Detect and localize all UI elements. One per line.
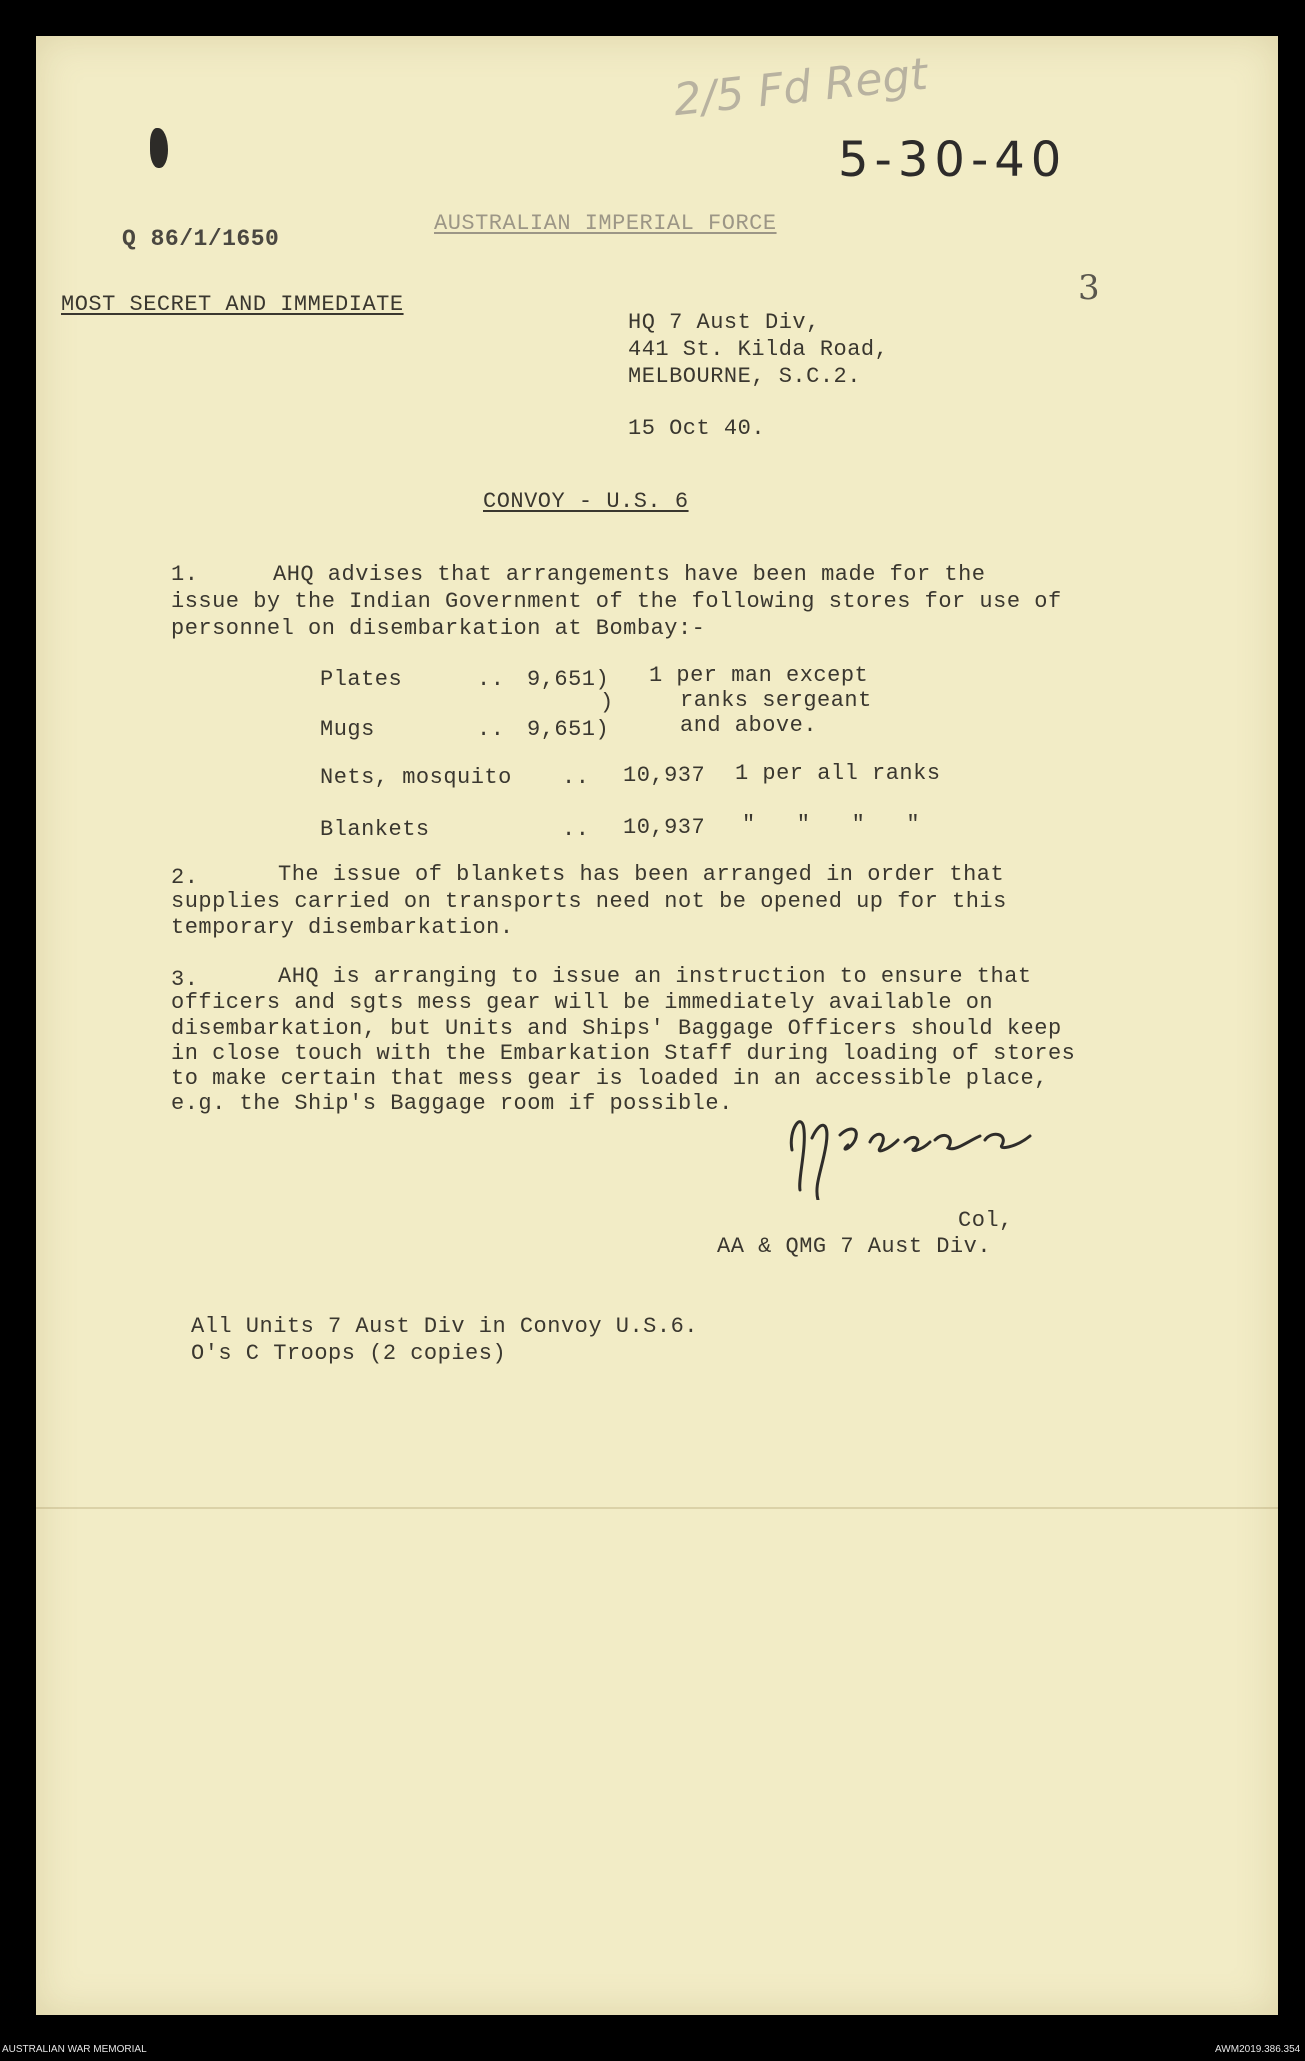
para-2-line: supplies carried on transports need not be opened up for this xyxy=(171,889,1007,914)
store-note: 1 per all ranks xyxy=(735,761,941,786)
footer-archive-name: AUSTRALIAN WAR MEMORIAL xyxy=(2,2044,147,2055)
store-qty-nets: 10,937 xyxy=(623,763,706,788)
para-3-number: 3. xyxy=(171,967,199,992)
store-dots: .. xyxy=(477,717,505,742)
distribution-line: All Units 7 Aust Div in Convoy U.S.6. xyxy=(191,1314,698,1339)
store-dots: .. xyxy=(562,817,590,842)
organisation-title: AUSTRALIAN IMPERIAL FORCE xyxy=(434,211,777,236)
para-1-line: personnel on disembarkation at Bombay:- xyxy=(171,616,706,641)
store-note: and above. xyxy=(680,713,818,738)
store-dots: .. xyxy=(477,667,505,692)
store-dots: .. xyxy=(562,765,590,790)
classification-label: MOST SECRET AND IMMEDIATE xyxy=(61,292,404,317)
fold-line xyxy=(36,1507,1278,1509)
store-bracket: ) xyxy=(600,690,614,715)
para-1-number: 1. xyxy=(171,562,199,587)
store-qty-mugs: 9,651) xyxy=(527,717,610,742)
subject-heading: CONVOY - U.S. 6 xyxy=(483,489,689,514)
document-date: 15 Oct 40. xyxy=(628,416,766,441)
handwritten-file-number: 5-30-40 xyxy=(838,132,1068,188)
para-3-line: in close touch with the Embarkation Staff during loading of stores xyxy=(171,1041,1076,1066)
handwritten-regiment: 2/5 Fd Regt xyxy=(671,48,930,127)
distribution-line: O's C Troops (2 copies) xyxy=(191,1341,507,1366)
store-note: 1 per man except xyxy=(649,663,869,688)
address-line-1: HQ 7 Aust Div, xyxy=(628,310,820,335)
footer-accession-id: AWM2019.386.354 xyxy=(1215,2044,1301,2055)
para-2-line: temporary disembarkation. xyxy=(171,915,514,940)
signatory-title: AA & QMG 7 Aust Div. xyxy=(717,1234,992,1259)
para-2-number: 2. xyxy=(171,865,199,890)
store-item-nets: Nets, mosquito xyxy=(320,765,512,790)
signatory-rank: Col, xyxy=(958,1208,1013,1233)
ink-mark xyxy=(150,128,168,168)
store-item-mugs: Mugs xyxy=(320,717,375,742)
store-note: " " " " xyxy=(742,812,921,837)
para-3-line: disembarkation, but Units and Ships' Baggage Officers should keep xyxy=(171,1016,1062,1041)
address-line-2: 441 St. Kilda Road, xyxy=(628,337,889,362)
para-2-line: The issue of blankets has been arranged in order that xyxy=(278,862,1005,887)
store-note: ranks sergeant xyxy=(680,688,872,713)
para-3-line: e.g. the Ship's Baggage room if possible. xyxy=(171,1091,733,1116)
para-3-line: AHQ is arranging to issue an instruction to ensure that xyxy=(278,964,1032,989)
page-number: 3 xyxy=(1078,268,1100,308)
para-1-line: AHQ advises that arrangements have been made for the xyxy=(273,562,986,587)
para-1-line: issue by the Indian Government of the following stores for use of xyxy=(171,589,1062,614)
para-3-line: to make certain that mess gear is loaded in an accessible place, xyxy=(171,1066,1048,1091)
address-line-3: MELBOURNE, S.C.2. xyxy=(628,364,861,389)
store-item-blankets: Blankets xyxy=(320,817,430,842)
store-qty-blankets: 10,937 xyxy=(623,815,706,840)
reference-number: Q 86/1/1650 xyxy=(122,226,280,252)
handwritten-signature xyxy=(780,1090,1040,1200)
store-qty-plates: 9,651) xyxy=(527,667,610,692)
store-item-plates: Plates xyxy=(320,667,403,692)
para-3-line: officers and sgts mess gear will be immediately available on xyxy=(171,990,994,1015)
